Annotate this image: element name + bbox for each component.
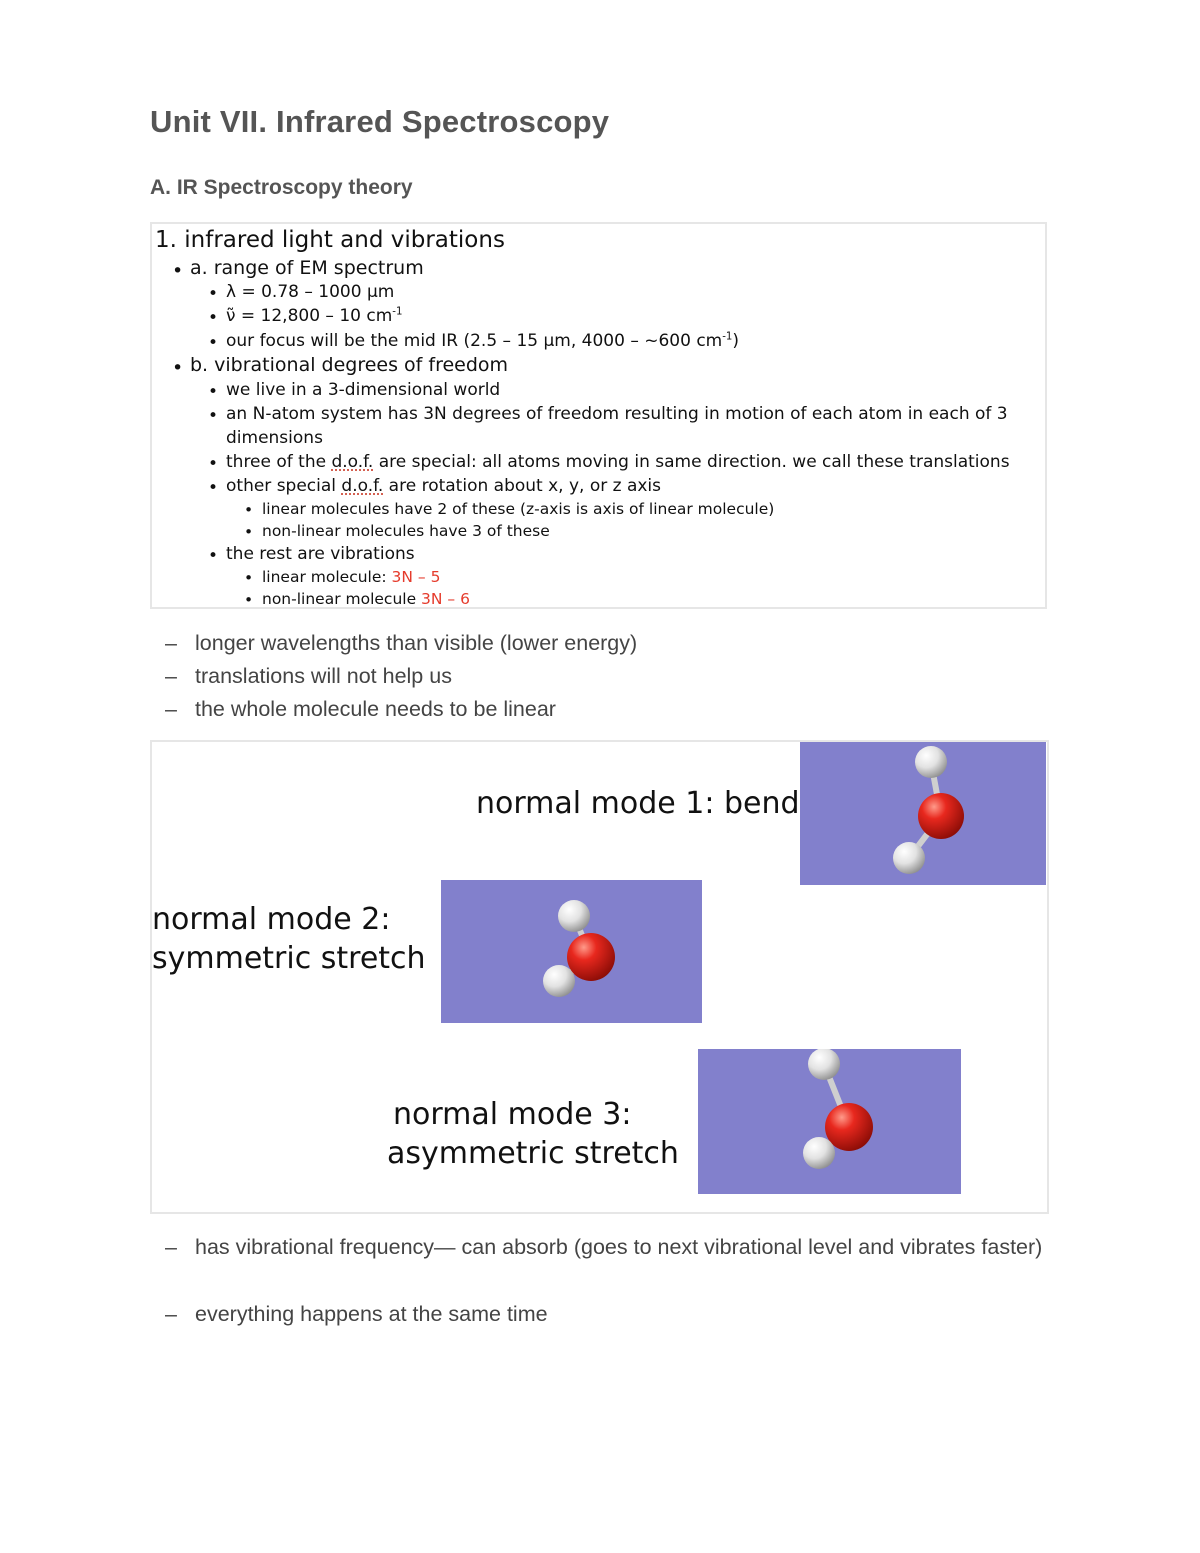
slide-heading: 1. infrared light and vibrations	[155, 227, 505, 253]
bullet-icon: •	[208, 284, 219, 304]
bullet-icon: •	[244, 501, 254, 519]
mode1-label: normal mode 1: bend	[476, 786, 800, 821]
bullet-icon: •	[244, 591, 254, 609]
list-item-vibrations: the rest are vibrations	[226, 544, 415, 564]
list-item-dof: b. vibrational degrees of freedom	[190, 354, 509, 376]
list-item-mid-ir: our focus will be the mid IR (2.5 – 15 μm, 4000 – ~600 $cm^{-1}$)	[226, 331, 740, 351]
list-item-nonlinear-rot: non-linear molecules have 3 of these	[262, 522, 550, 540]
bullet-icon: •	[208, 406, 219, 426]
note-item: – has vibrational frequency— can absorb (goes to next vibrational level and vibrates faster)	[165, 1235, 1043, 1259]
list-item-range: a. range of EM spectrum	[190, 257, 424, 279]
list-item-lambda: λ = 0.78 – 1000 μm	[226, 282, 395, 302]
note-item: – translations will not help us	[165, 664, 452, 688]
slide-normal-modes	[150, 740, 1049, 1214]
bullet-icon: •	[244, 523, 254, 541]
mode2-label-line1: normal mode 2:	[152, 902, 391, 937]
page-title: Unit VII. Infrared Spectroscopy	[150, 104, 610, 139]
note-item: – everything happens at the same time	[165, 1302, 548, 1326]
bullet-icon: •	[208, 454, 219, 474]
mode3-molecule-image	[698, 1049, 961, 1194]
list-item-nonlinear-vib: non-linear molecule 3N – 6	[262, 590, 470, 608]
water-molecule-icon	[800, 740, 1046, 885]
section-heading: A. IR Spectroscopy theory	[150, 176, 413, 199]
bullet-icon: •	[172, 357, 184, 379]
slide-infrared-light	[150, 222, 1047, 609]
water-molecule-icon	[698, 1049, 961, 1194]
bullet-icon: •	[208, 308, 219, 328]
mode3-label-line1: normal mode 3:	[393, 1097, 632, 1132]
note-item: – the whole molecule needs to be linear	[165, 697, 556, 721]
list-item-natom: an N-atom system has 3N degrees of freedom resulting in motion of each atom in each of 3	[226, 404, 1008, 424]
water-molecule-icon	[441, 880, 702, 1023]
bullet-icon: •	[208, 546, 219, 566]
bullet-icon: •	[208, 478, 219, 498]
note-item: – longer wavelengths than visible (lower energy)	[165, 631, 638, 655]
bullet-icon: •	[172, 260, 184, 282]
bullet-icon: •	[244, 569, 254, 587]
bullet-icon: •	[208, 382, 219, 402]
mode1-molecule-image	[800, 740, 1046, 885]
mode3-label-line2: asymmetric stretch	[387, 1136, 679, 1171]
list-item-rotations: other special d.o.f. are rotation about x, y, or z axis	[226, 476, 662, 496]
mode2-molecule-image	[441, 880, 702, 1023]
list-item-linear-rot: linear molecules have 2 of these (z-axis is axis of linear molecule)	[262, 500, 775, 518]
list-item-natom-cont: dimensions	[226, 428, 323, 448]
bullet-icon: •	[208, 333, 219, 353]
list-item-3d-world: we live in a 3-dimensional world	[226, 380, 501, 400]
list-item-linear-vib: linear molecule: 3N – 5	[262, 568, 441, 586]
mode2-label-line2: symmetric stretch	[152, 941, 426, 976]
list-item-translations: three of the d.o.f. are special: all atoms moving in same direction. we call these translations	[226, 452, 1010, 472]
list-item-wavenumber: ν̃ = 12,800 – 10 $cm^{-1}$	[226, 306, 403, 326]
